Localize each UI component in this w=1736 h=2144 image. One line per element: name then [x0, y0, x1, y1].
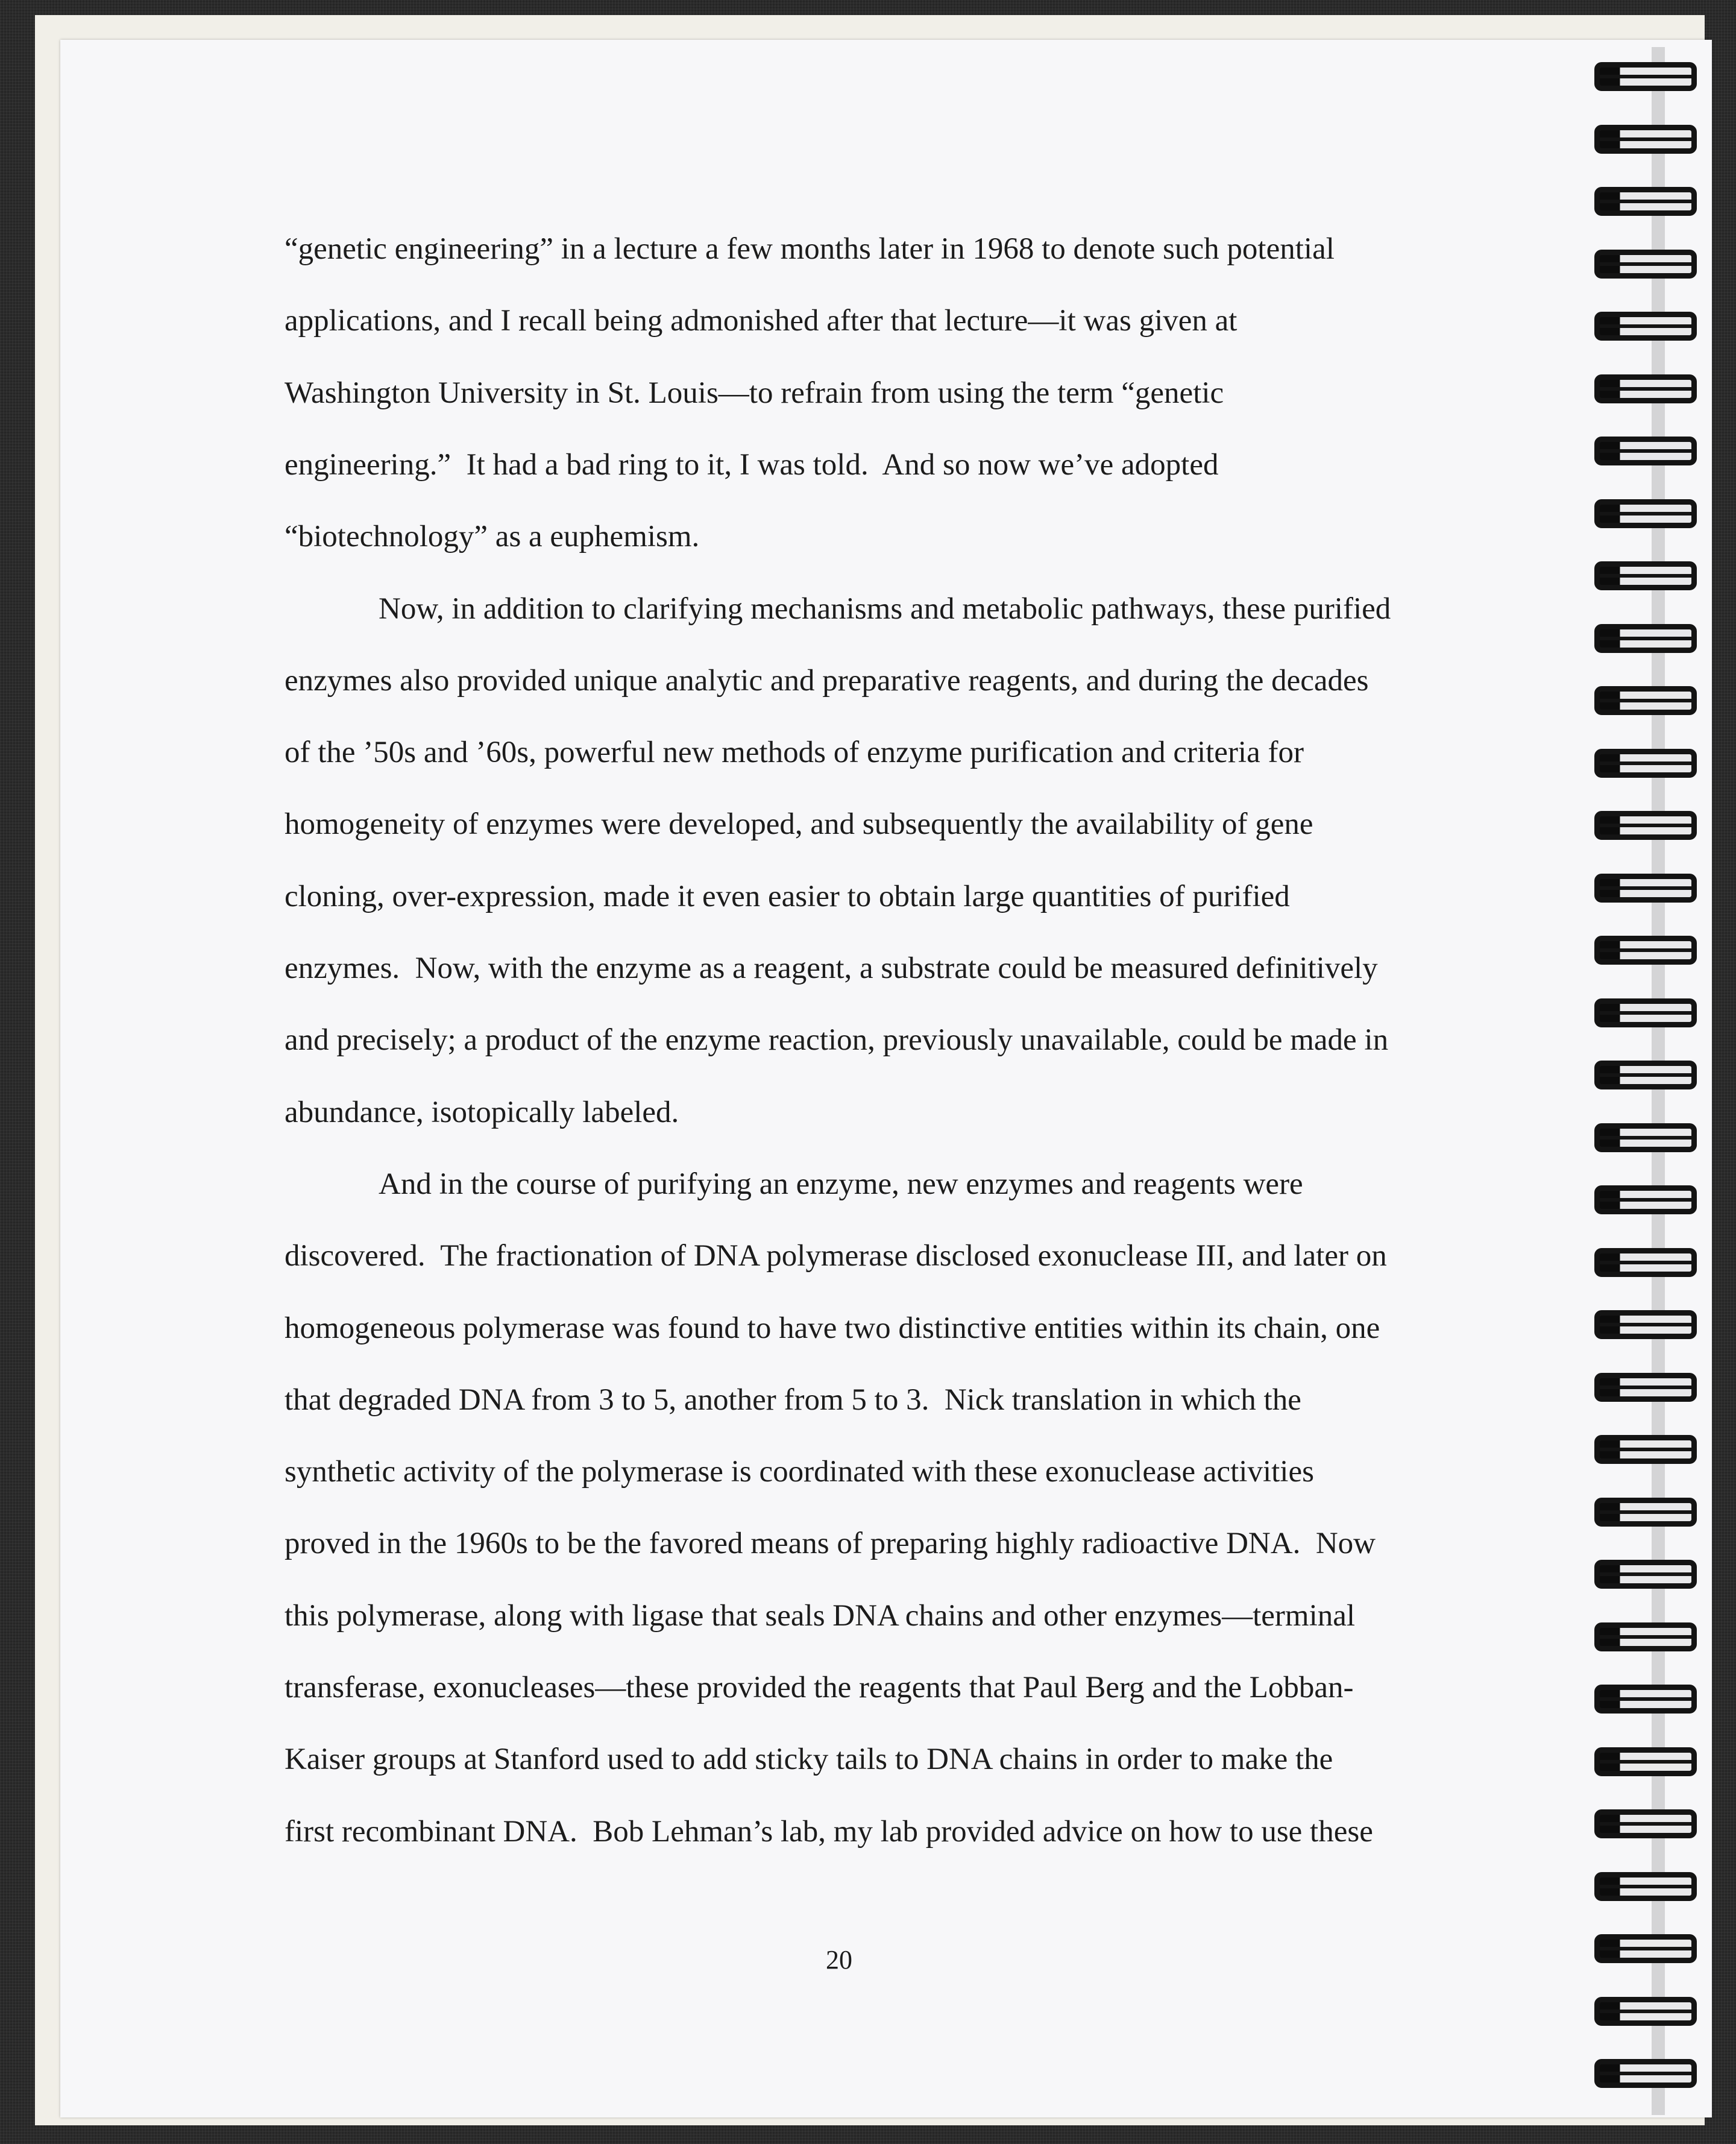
- page-number: 20: [826, 1945, 852, 1975]
- spiral-coil: [1594, 1435, 1697, 1464]
- spiral-coil: [1594, 686, 1697, 715]
- spiral-coil: [1594, 250, 1697, 279]
- spiral-coil: [1594, 437, 1697, 465]
- spiral-coil: [1594, 2059, 1697, 2088]
- text-line: homogeneity of enzymes were developed, and subsequently the availability of gene: [285, 807, 1313, 842]
- text-line: and precisely; a product of the enzyme reaction, previously unavailable, could be made in: [285, 1023, 1389, 1058]
- text-line: engineering.” It had a bad ring to it, I was told. And so now we’ve adopted: [285, 447, 1219, 482]
- spiral-coil: [1594, 499, 1697, 528]
- spiral-coil: [1594, 811, 1697, 840]
- text-line: synthetic activity of the polymerase is coordinated with these exonuclease activities: [285, 1455, 1314, 1489]
- spiral-coil: [1594, 1123, 1697, 1152]
- text-line: “biotechnology” as a euphemism.: [285, 520, 700, 554]
- spiral-coil: [1594, 374, 1697, 403]
- spiral-coil: [1594, 1685, 1697, 1714]
- text-line: Washington University in St. Louis—to refrain from using the term “genetic: [285, 376, 1224, 410]
- spiral-coil: [1594, 1373, 1697, 1402]
- spiral-coil: [1594, 1747, 1697, 1776]
- spiral-coil: [1594, 1997, 1697, 2026]
- spiral-coil: [1594, 1185, 1697, 1214]
- spiral-coil: [1594, 62, 1697, 91]
- spiral-coil: [1594, 125, 1697, 154]
- spiral-coil: [1594, 624, 1697, 653]
- text-line: proved in the 1960s to be the favored means of preparing highly radioactive DNA. Now: [285, 1527, 1376, 1561]
- text-line: applications, and I recall being admonished after that lecture—it was given at: [285, 304, 1238, 338]
- text-line: Now, in addition to clarifying mechanisms and metabolic pathways, these purified: [379, 591, 1391, 626]
- text-line: enzymes also provided unique analytic and preparative reagents, and during the decades: [285, 663, 1369, 698]
- spiral-coil: [1594, 1872, 1697, 1901]
- text-line: that degraded DNA from 3 to 5, another from 5 to 3. Nick translation in which the: [285, 1383, 1301, 1417]
- text-line: this polymerase, along with ligase that seals DNA chains and other enzymes—terminal: [285, 1598, 1356, 1633]
- text-line: enzymes. Now, with the enzyme as a reagent, a substrate could be measured definitively: [285, 951, 1378, 985]
- spiral-coil: [1594, 1560, 1697, 1589]
- spiral-coil: [1594, 936, 1697, 965]
- text-line: “genetic engineering” in a lecture a few months later in 1968 to denote such potential: [285, 232, 1335, 266]
- spiral-coil: [1594, 1622, 1697, 1651]
- text-line: discovered. The fractionation of DNA polymerase disclosed exonuclease III, and later on: [285, 1239, 1387, 1273]
- spiral-coil: [1594, 561, 1697, 590]
- spiral-coil: [1594, 1809, 1697, 1838]
- spiral-coil: [1594, 874, 1697, 903]
- spiral-coil: [1594, 187, 1697, 216]
- text-line: homogeneous polymerase was found to have two distinctive entities within its chain, one: [285, 1311, 1380, 1345]
- text-line: cloning, over-expression, made it even easier to obtain large quantities of purified: [285, 879, 1290, 913]
- spiral-coil: [1594, 1310, 1697, 1339]
- spiral-coil: [1594, 1061, 1697, 1089]
- spiral-coil: [1594, 1934, 1697, 1963]
- spiral-coil: [1594, 749, 1697, 778]
- text-line: of the ’50s and ’60s, powerful new methods of enzyme purification and criteria for: [285, 736, 1304, 770]
- text-line: transferase, exonucleases—these provided the reagents that Paul Berg and the Lobban-: [285, 1671, 1354, 1704]
- text-line: first recombinant DNA. Bob Lehman’s lab, my lab provided advice on how to use these: [285, 1814, 1373, 1849]
- spiral-coil: [1594, 1498, 1697, 1527]
- text-line: abundance, isotopically labeled.: [285, 1095, 679, 1129]
- spiral-coil: [1594, 1248, 1697, 1277]
- spiral-coil: [1594, 998, 1697, 1027]
- text-line: And in the course of purifying an enzyme, new enzymes and reagents were: [379, 1167, 1303, 1201]
- text-line: Kaiser groups at Stanford used to add sticky tails to DNA chains in order to make the: [285, 1742, 1333, 1777]
- document-page: [60, 40, 1712, 2117]
- spiral-coil: [1594, 312, 1697, 341]
